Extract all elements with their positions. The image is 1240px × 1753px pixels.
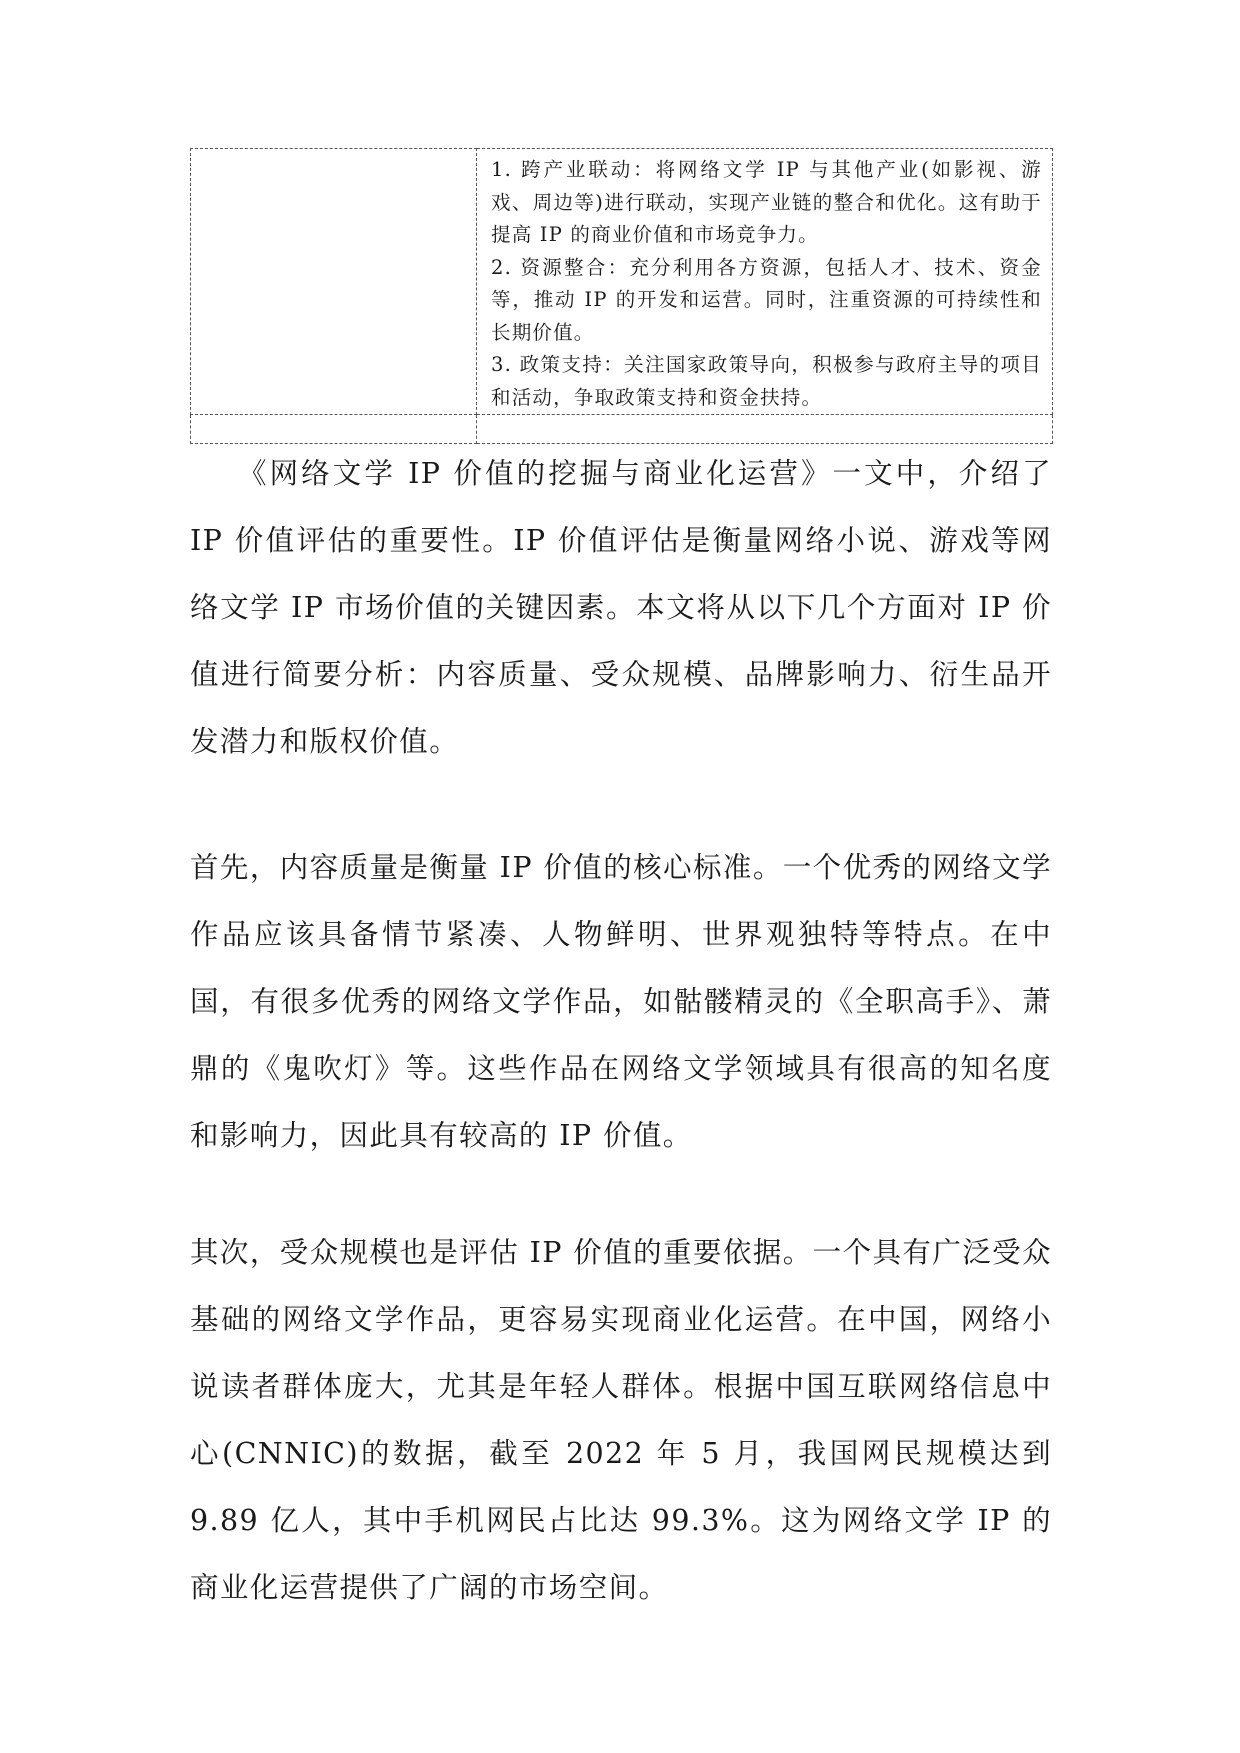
strategy-list: [477, 149, 1052, 414]
body-paragraph: 其次，受众规模也是评估 IP 价值的重要依据。一个具有广泛受众基础的网络文学作品，更容易实现商业化运营。在中国，网络小说读者群体庞大，尤其是年轻人群体。根据中国互联网络信息中心(CNNIC)的数据，截至 2022 年 5 月，我国网民规模达到 9.89 亿人，其中手机网民占比达 99.3%。这为网络文学 IP 的商业化运营提供了广阔的市场空间。: [190, 1236, 1052, 1604]
strategy-table: [190, 148, 1053, 444]
table-row: [191, 149, 1053, 415]
strategy-item-cross-industry: 1. 跨产业联动：将网络文学 IP 与其他产业(如影视、游戏、周边等)进行联动，实现产业链的整合和优化。这有助于提高 IP 的商业价值和市场竞争力。: [491, 158, 1042, 246]
table-cell-left: [191, 149, 477, 415]
strategy-item-resource-integration: 2. 资源整合：充分利用各方资源，包括人才、技术、资金等，推动 IP 的开发和运营。同时，注重资源的可持续性和长期价值。: [491, 255, 1042, 344]
table-cell-right: [477, 149, 1053, 415]
body-paragraph: 首先，内容质量是衡量 IP 价值的核心标准。一个优秀的网络文学作品应该具备情节紧凑、人物鲜明、世界观独特等特点。在中国，有很多优秀的网络文学作品，如骷髅精灵的《全职高手》、萧鼎的《鬼吹灯》等。这些作品在网络文学领域具有很高的知名度和影响力，因此具有较高的 IP 价值。: [190, 851, 1052, 1152]
strategy-item-policy-support: 3. 政策支持：关注国家政策导向，积极参与政府主导的项目和活动，争取政策支持和资金扶持。: [491, 353, 1042, 409]
body-paragraph: 《网络文学 IP 价值的挖掘与商业化运营》一文中，介绍了 IP 价值评估的重要性。IP 价值评估是衡量网络小说、游戏等网络文学 IP 市场价值的关键因素。本文将从以下几个方面对 IP 价值进行简要分析：内容质量、受众规模、品牌影响力、衍生品开发潜力和版权价值。: [190, 457, 1052, 758]
